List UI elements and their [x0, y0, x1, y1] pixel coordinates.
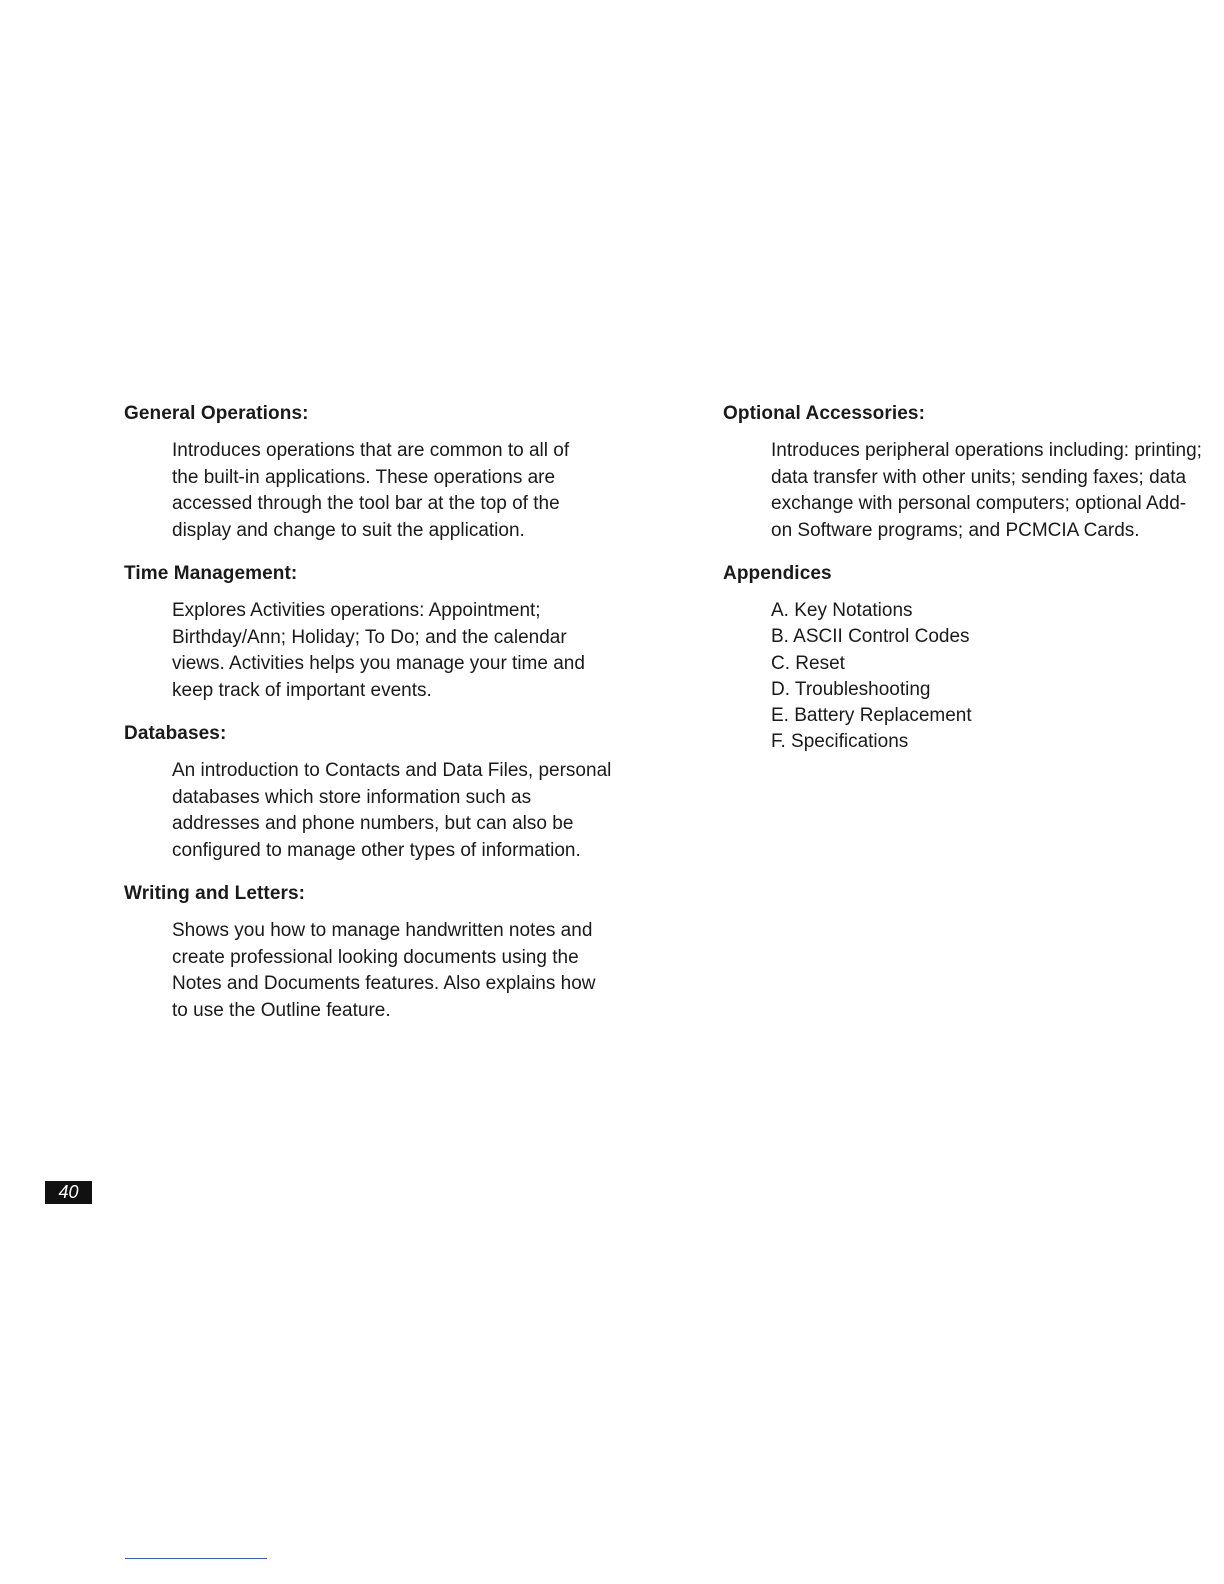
section-heading: Time Management: — [124, 563, 298, 584]
section-description: Introduces peripheral operations including: printing; data transfer with other units; sending faxes; data exchange with personal computers; optional Add-on Software programs; and PCMCIA Cards. — [771, 440, 1202, 541]
section-appendices — [723, 562, 1213, 756]
left-column — [124, 402, 624, 1042]
list-item: F. Specifications — [771, 731, 909, 753]
section-time-management — [124, 562, 624, 704]
section-heading: Writing and Letters: — [124, 883, 306, 904]
list-item: E. Battery Replacement — [771, 705, 972, 727]
appendices-list — [723, 598, 1213, 756]
section-databases — [124, 722, 624, 864]
right-column — [723, 402, 1213, 774]
section-optional-accessories — [723, 402, 1213, 544]
section-heading: Appendices — [723, 563, 832, 584]
page-number: 40 — [45, 1181, 92, 1204]
section-description: An introduction to Contacts and Data Files, personal databases which store information such as addresses and phone numbers, but can also be configured to manage other types of information. — [172, 760, 612, 861]
list-item: C. Reset — [771, 652, 845, 674]
section-heading: General Operations: — [124, 403, 309, 424]
section-writing-and-letters — [124, 882, 624, 1024]
list-item: B. ASCII Control Codes — [771, 626, 970, 648]
section-general-operations — [124, 402, 624, 544]
section-heading: Optional Accessories: — [723, 403, 926, 424]
section-description: Explores Activities operations: Appointment; Birthday/Ann; Holiday; To Do; and the calendar views. Activities helps you manage your time and keep track of important events. — [172, 600, 585, 701]
section-description: Shows you how to manage handwritten notes and create professional looking documents using the Notes and Documents features. Also explains how to use the Outline feature. — [172, 920, 596, 1021]
list-item: A. Key Notations — [771, 600, 913, 621]
footer-divider — [125, 1558, 267, 1559]
list-item: D. Troubleshooting — [771, 678, 931, 700]
section-description: Introduces operations that are common to all of the built-in applications. These operations are accessed through the tool bar at the top of the display and change to suit the application. — [172, 440, 570, 541]
section-heading: Databases: — [124, 723, 227, 744]
